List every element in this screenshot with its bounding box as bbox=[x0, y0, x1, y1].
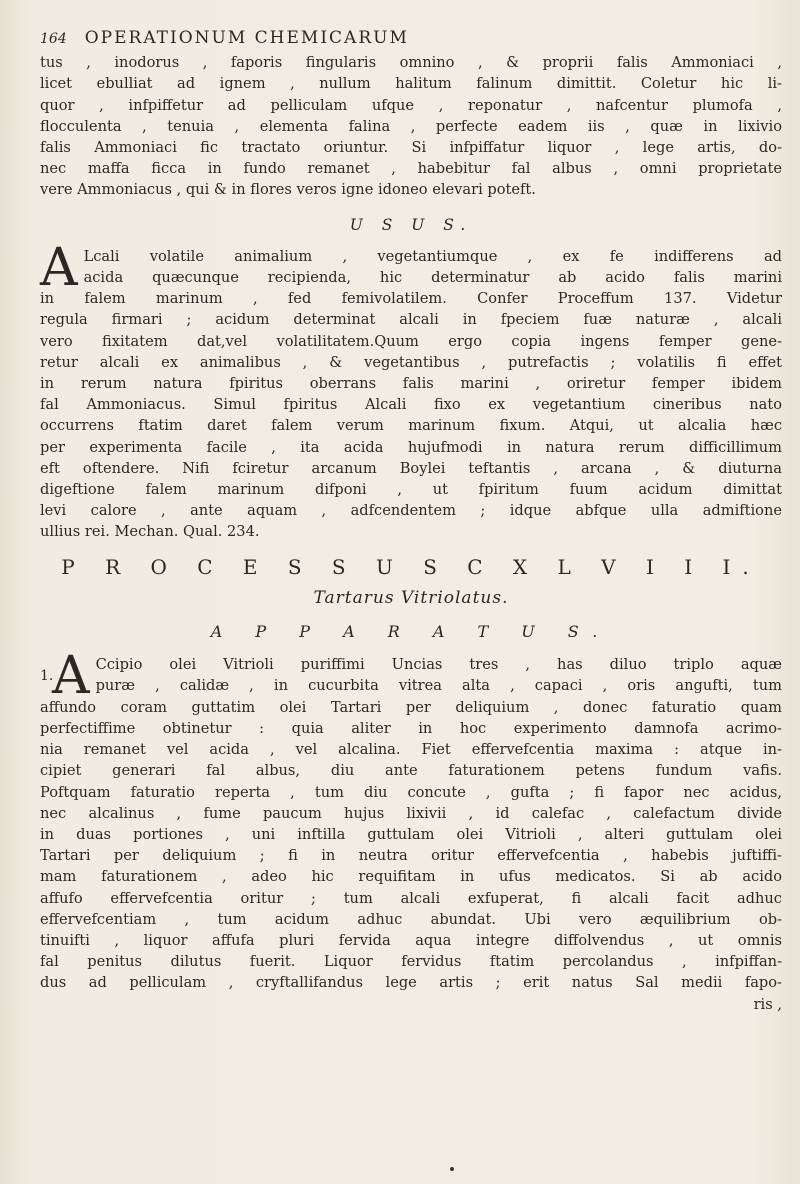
running-title: OPERATIONUM CHEMICARUM bbox=[84, 28, 409, 48]
text-line: digeftione falem marinum difponi , ut fpiritum fuum acidum dimittat bbox=[40, 481, 782, 499]
text-line: Lcali volatile animalium , vegetantiumque , ex fe indifferens ad bbox=[83, 247, 782, 265]
text-line: fal penitus dilutus fuerit. Liquor fervidus ftatim percolandus , infpiffan- bbox=[40, 953, 782, 971]
text-line: tinuifti , liquor affufa pluri fervida aqua integre diffolvendus , ut omnis bbox=[40, 931, 782, 949]
text-line: Tartari per deliquium ; fi in neutra oritur effervefcentia , habebis juftiffi- bbox=[40, 847, 782, 865]
catchword: ris , bbox=[753, 995, 782, 1013]
page-number: 164 bbox=[40, 31, 67, 47]
text-line: eft oftendere. Nifi fciretur arcanum Boylei teftantis , arcana , & diuturna bbox=[40, 459, 782, 477]
text-line: Poftquam faturatio reperta , tum diu concute , gufta ; fi fapor nec acidus, bbox=[40, 783, 782, 801]
text-line: in duas portiones , uni inftilla guttulam olei Vitrioli , alteri guttulam olei bbox=[40, 825, 782, 843]
text-line: puræ , calidæ , in cucurbita vitrea alta , capaci , oris angufti, tum bbox=[95, 677, 782, 695]
usus-heading: U S U S. bbox=[349, 215, 473, 234]
drop-cap bbox=[40, 646, 96, 707]
text-line: Ccipio olei Vitrioli puriffimi Uncias tres , has diluo triplo aquæ bbox=[95, 656, 782, 674]
text-line: dus ad pelliculam , cryftallifandus lege artis ; erit natus Sal medii fapo- bbox=[40, 974, 782, 992]
drop-cap: A bbox=[40, 237, 78, 298]
text-line: affundo coram guttatim olei Tartari per deliquium , donec faturatio quam bbox=[40, 698, 782, 716]
text-line: licet ebulliat ad ignem , nullum halitum falinum dimittit. Coletur hic li- bbox=[40, 75, 782, 93]
text-line: in rerum natura fpiritus oberrans falis marini , oriretur femper ibidem bbox=[40, 375, 782, 393]
text-line: falis Ammoniaci fic tractato oriuntur. Si infpiffatur liquor , lege artis, do- bbox=[40, 139, 782, 157]
text-line: tus , inodorus , faporis fingularis omnino , & proprii falis Ammoniaci , bbox=[40, 54, 782, 72]
text-line: perfectiffime obtinetur : quia aliter in hoc experimento damnofa acrimo- bbox=[40, 719, 782, 737]
text-line: nia remanet vel acida , vel alcalina. Fiet effervefcentia maxima : atque in- bbox=[40, 741, 782, 759]
text-line: regula firmari ; acidum determinat alcali in fpeciem fuæ naturæ , alcali bbox=[40, 311, 782, 329]
text-line: fal Ammoniacus. Simul fpiritus Alcali fixo ex vegetantium cineribus nato bbox=[40, 396, 782, 414]
running-header bbox=[40, 28, 782, 50]
ink-dot bbox=[450, 1167, 454, 1171]
text-line: levi calore , ante aquam , adfcendentem ; idque abfque ulla admiftione bbox=[40, 502, 782, 520]
text-line: retur alcali ex animalibus , & vegetantibus , putrefactis ; volatilis fi effet bbox=[40, 353, 782, 371]
text-line: quor , infpiffetur ad pelliculam ufque , reponatur , nafcentur plumofa , bbox=[40, 96, 782, 114]
text-line: flocculenta , tenuia , elementa falina , perfecte eadem iis , quæ in lixivio bbox=[40, 117, 782, 135]
text-line: cipiet generari fal albus, diu ante faturationem petens fundum vafis. bbox=[40, 762, 782, 780]
text-line: occurrens ftatim daret falem verum marinum fixum. Atqui, ut alcalia hæc bbox=[40, 417, 782, 435]
text-line: per experimenta facile , ita acida hujufmodi in natura rerum difficillimum bbox=[40, 438, 782, 456]
opening-paragraph bbox=[40, 52, 782, 200]
text-line: vere Ammoniacus , qui & in flores veros igne idoneo elevari poteft. bbox=[40, 181, 536, 199]
paragraph-number: 1. bbox=[40, 668, 54, 685]
drop-cap-letter: A bbox=[52, 646, 90, 707]
process-subtitle: Tartarus Vitriolatus. bbox=[313, 587, 509, 608]
process-heading: P R O C E S S U S C X L V I I I. bbox=[61, 554, 761, 579]
apparatus-heading: A P P A R A T U S. bbox=[210, 622, 612, 642]
text-line: acida quæcunque recipienda, hic determinatur ab acido falis marini bbox=[83, 269, 782, 287]
text-line: in falem marinum , fed femivolatilem. Confer Proceffum 137. Videtur bbox=[40, 290, 782, 308]
text-line: effervefcentiam , tum acidum adhuc abundat. Ubi vero æquilibrium ob- bbox=[40, 910, 782, 928]
text-line: affufo effervefcentia oritur ; tum alcali exfuperat, fi alcali facit adhuc bbox=[40, 889, 782, 907]
text-line: nec maffa ficca in fundo remanet , habebitur fal albus , omni proprietate bbox=[40, 160, 782, 178]
apparatus-paragraph bbox=[40, 646, 782, 1014]
text-line: vero fixitatem dat,vel volatilitatem.Quum ergo copia ingens femper gene- bbox=[40, 332, 782, 350]
text-line: nec alcalinus , fume paucum hujus lixivii , id calefac , calefactum divide bbox=[40, 804, 782, 822]
usus-paragraph bbox=[40, 237, 782, 543]
page-text bbox=[40, 28, 782, 1015]
text-line: ullius rei. Mechan. Qual. 234. bbox=[40, 523, 260, 541]
text-line: mam faturationem , adeo hic requifitam in ufus medicatos. Si ab acido bbox=[40, 868, 782, 886]
